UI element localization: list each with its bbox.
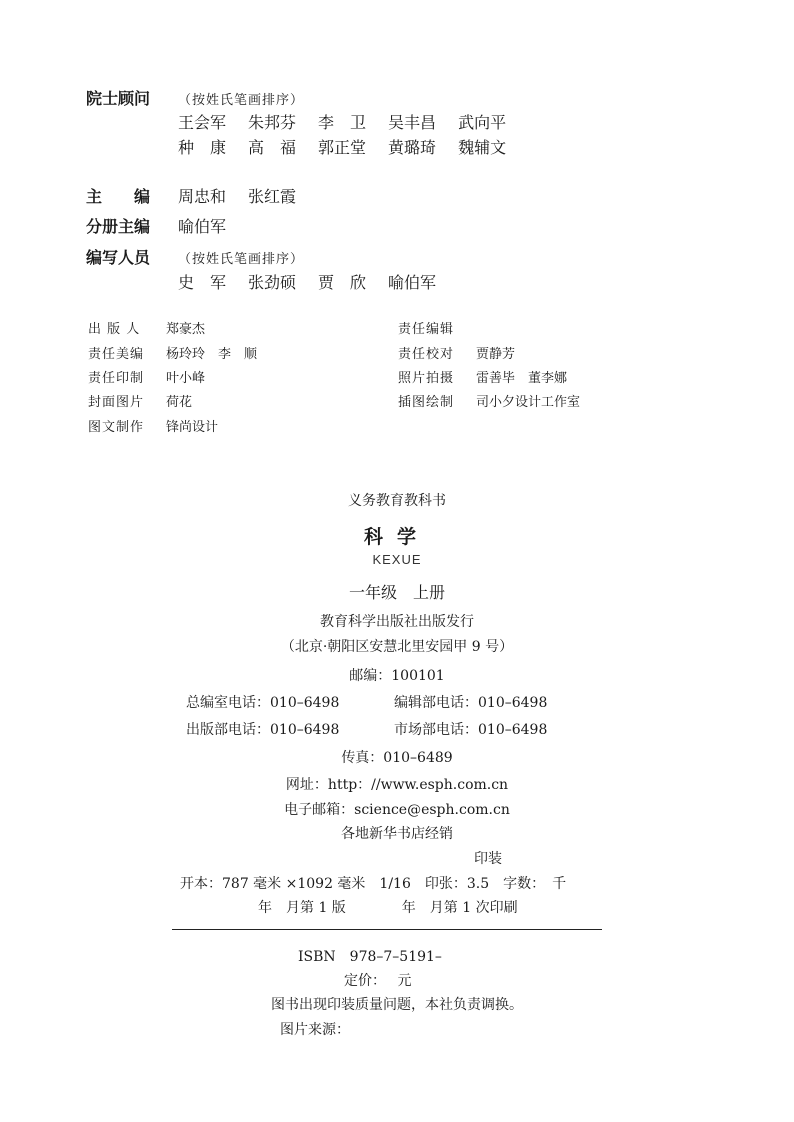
advisor-name: 种 康 (178, 138, 227, 157)
printing: 印装 (474, 851, 502, 867)
advisors-row-1 (178, 110, 506, 133)
staff-right-item: 照片拍摄 雷善毕 董李娜 (398, 371, 568, 386)
price: 定价： 元 (344, 973, 412, 989)
postcode: 邮编：100101 (349, 668, 445, 684)
divider (172, 929, 602, 930)
writers-names (178, 270, 436, 293)
advisor-name: 魏辅文 (458, 138, 507, 157)
phone-market: 市场部电话：010–6498 (394, 722, 548, 738)
staff-left-item: 责任美编 杨玲玲 李 顺 (88, 347, 258, 362)
advisor-name: 王会军 (178, 113, 227, 132)
series-name: 义务教育教科书 (348, 493, 446, 509)
publisher-address: （北京·朝阳区安慧北里安园甲 9 号） (280, 639, 514, 655)
advisor-name: 高 福 (248, 138, 297, 157)
advisor-name: 李 卫 (318, 113, 367, 132)
writers-note: （按姓氏笔画排序） (178, 252, 305, 267)
writer-name: 张劲硕 (248, 273, 297, 292)
staff-left-item: 封面图片 荷花 (88, 395, 193, 410)
advisor-name: 郭正堂 (318, 138, 367, 157)
grade-volume: 一年级 上册 (348, 583, 445, 602)
book-format: 开本：787 毫米 ×1092 毫米 1/16 印张：3.5 字数： 千 (180, 876, 567, 892)
advisors-note: （按姓氏笔画排序） (178, 93, 305, 108)
editor-name: 张红霞 (248, 187, 297, 206)
distribution: 各地新华书店经销 (341, 826, 453, 842)
quality-notice: 图书出现印装质量问题，本社负责调换。 (271, 997, 523, 1013)
volume-editor-name: 喻伯军 (178, 217, 227, 236)
advisors-row-2 (178, 135, 506, 158)
writer-name: 史 军 (178, 273, 227, 292)
staff-left-item: 责任印制 叶小峰 (88, 371, 206, 386)
phone-office: 总编室电话：010–6498 (186, 695, 340, 711)
image-source: 图片来源： (280, 1022, 350, 1038)
book-title-pinyin: KEXUE (372, 552, 422, 567)
email: 电子邮箱：science@esph.com.cn (284, 802, 510, 818)
writer-name: 喻伯军 (388, 273, 437, 292)
writer-name: 贾 欣 (318, 273, 367, 292)
editor-name: 周忠和 (178, 187, 227, 206)
staff-right-item: 插图绘制 司小夕设计工作室 (398, 395, 581, 410)
advisors-label: 院士顾问 (86, 89, 151, 108)
staff-right-item: 责任校对 贾静芳 (398, 347, 516, 362)
advisor-name: 武向平 (458, 113, 507, 132)
staff-right-item: 责任编辑 (398, 322, 455, 337)
editor-in-chief-names (178, 184, 296, 207)
advisor-name: 吴丰昌 (388, 113, 437, 132)
edition-info: 年 月第 1 版 年 月第 1 次印刷 (258, 900, 518, 916)
staff-left-item: 图文制作 锋尚设计 (88, 420, 219, 435)
volume-editor-label: 分册主编 (86, 217, 151, 236)
volume-editor-names (178, 214, 226, 237)
phone-publishing: 出版部电话：010–6498 (186, 722, 340, 738)
advisor-name: 朱邦芬 (248, 113, 297, 132)
phone-editorial: 编辑部电话：010–6498 (394, 695, 548, 711)
isbn: ISBN 978–7–5191– (298, 949, 442, 965)
publisher: 教育科学出版社出版发行 (320, 614, 474, 630)
website: 网址：http：//www.esph.com.cn (285, 777, 509, 793)
book-title: 科学 (363, 526, 430, 548)
staff-left-item: 出 版 人 郑豪杰 (88, 322, 206, 337)
editor-in-chief-label: 主 编 (86, 187, 151, 206)
fax: 传真：010–6489 (341, 750, 453, 766)
advisor-name: 黄璐琦 (388, 138, 437, 157)
writers-label: 编写人员 (86, 248, 151, 267)
